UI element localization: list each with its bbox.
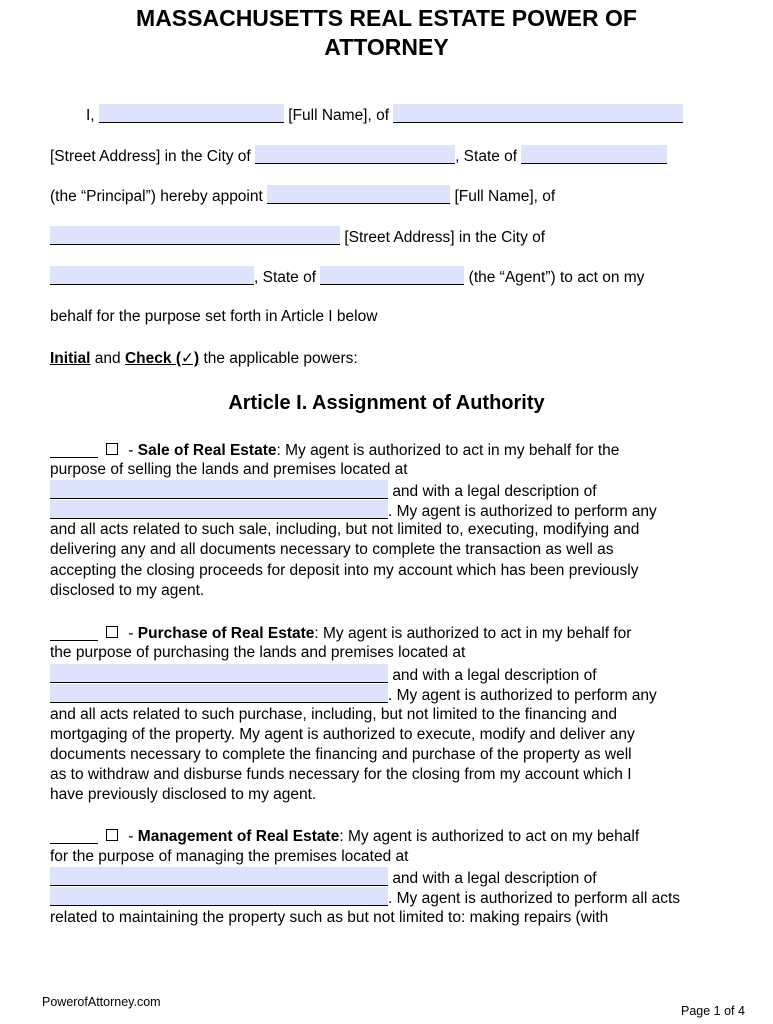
sale-location-field[interactable]	[50, 480, 388, 499]
sale-initial-field[interactable]	[50, 440, 98, 458]
sale-line-5: and all acts related to such sale, including, but not limited to, executing, modifying and	[50, 521, 640, 538]
purchase-initial-field[interactable]	[50, 623, 98, 641]
intro-line-5: , State of (the “Agent”) to act on my	[50, 266, 644, 287]
purchase-line-2: the purpose of purchasing the lands and premises located at	[50, 644, 466, 661]
purchase-line-3: and with a legal description of	[50, 664, 597, 685]
title-line-1: MASSACHUSETTS REAL ESTATE POWER OF	[136, 5, 637, 31]
document-title	[60, 4, 713, 62]
management-checkbox[interactable]	[106, 829, 118, 841]
instruction-line: Initial and Check (✓) the applicable powers:	[50, 350, 358, 367]
purchase-checkbox[interactable]	[106, 626, 118, 638]
intro-line-6: behalf for the purpose set forth in Article I below	[50, 308, 378, 325]
purchase-location-field[interactable]	[50, 664, 388, 683]
sale-line-1: - Sale of Real Estate: My agent is authorized to act in my behalf for the	[50, 440, 619, 460]
management-line-1: - Management of Real Estate: My agent is authorized to act on my behalf	[50, 826, 639, 846]
intro-line-3: (the “Principal”) hereby appoint [Full Name], of	[50, 185, 555, 206]
purchase-line-5: and all acts related to such purchase, including, but not limited to the financing and	[50, 706, 617, 723]
sale-line-3: and with a legal description of	[50, 480, 597, 501]
management-line-3: and with a legal description of	[50, 867, 597, 888]
management-description-field[interactable]	[50, 887, 388, 906]
footer-page-number: Page 1 of 4	[681, 1004, 745, 1018]
agent-street-field[interactable]	[50, 226, 340, 245]
agent-state-field[interactable]	[320, 266, 464, 285]
agent-city-field[interactable]	[50, 266, 254, 285]
purchase-line-7: documents necessary to complete the financing and purchase of the property as well	[50, 746, 632, 763]
sale-line-4: . My agent is authorized to perform any	[50, 500, 657, 521]
purchase-line-4: . My agent is authorized to perform any	[50, 684, 657, 705]
principal-city-field[interactable]	[255, 145, 455, 164]
purchase-line-8: as to withdraw and disburse funds necessary for the closing from my account which I	[50, 766, 632, 783]
intro-line-1: I, [Full Name], of	[86, 104, 683, 125]
article-heading: Article I. Assignment of Authority	[228, 392, 545, 414]
sale-description-field[interactable]	[50, 500, 388, 519]
management-location-field[interactable]	[50, 867, 388, 886]
purchase-line-1: - Purchase of Real Estate: My agent is authorized to act in my behalf for	[50, 623, 631, 643]
principal-street-field[interactable]	[393, 104, 683, 123]
management-line-4: . My agent is authorized to perform all acts	[50, 887, 680, 908]
intro-line-2: [Street Address] in the City of , State of	[50, 145, 667, 166]
sale-line-2: purpose of selling the lands and premises located at	[50, 461, 408, 478]
management-line-5: related to maintaining the property such as but not limited to: making repairs (with	[50, 909, 609, 926]
agent-name-field[interactable]	[267, 185, 450, 204]
management-line-2: for the purpose of managing the premises located at	[50, 848, 409, 865]
purchase-line-6: mortgaging of the property. My agent is authorized to execute, modify and deliver any	[50, 726, 635, 743]
sale-line-6: delivering any and all documents necessary to complete the transaction as well as	[50, 541, 614, 558]
principal-name-field[interactable]	[99, 104, 284, 123]
intro-line-4: [Street Address] in the City of	[50, 226, 545, 247]
title-line-2: ATTORNEY	[324, 34, 449, 60]
footer-site: PowerofAttorney.com	[42, 995, 161, 1009]
purchase-description-field[interactable]	[50, 684, 388, 703]
sale-line-8: disclosed to my agent.	[50, 582, 205, 599]
management-initial-field[interactable]	[50, 826, 98, 844]
sale-checkbox[interactable]	[106, 443, 118, 455]
sale-line-7: accepting the closing proceeds for deposit into my account which has been previously	[50, 562, 639, 579]
principal-state-field[interactable]	[521, 145, 667, 164]
purchase-line-9: have previously disclosed to my agent.	[50, 786, 317, 803]
